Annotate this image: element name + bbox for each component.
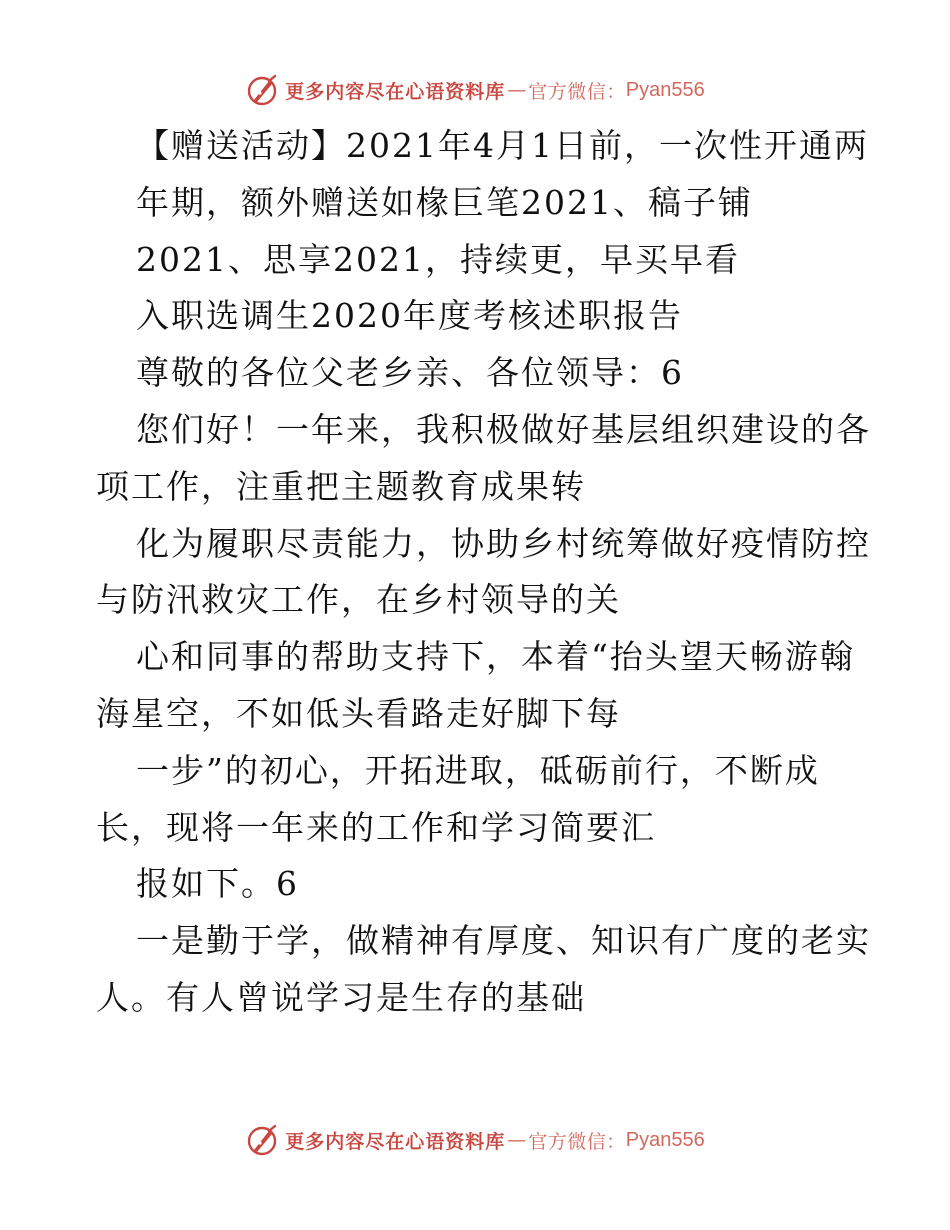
promo-text: 更多内容尽在心语资料库 xyxy=(285,1130,506,1153)
footer-watermark xyxy=(0,1120,950,1160)
text-line: 报如下。6 xyxy=(136,864,299,904)
text-line: 年期，额外赠送如椽巨笔2021、稿子铺 xyxy=(136,182,753,222)
header-watermark xyxy=(0,70,950,110)
separator: — xyxy=(507,79,527,101)
document-body xyxy=(96,118,871,1027)
text-line: 项工作，注重把主题教育成果转 xyxy=(96,466,586,506)
text-line: 长，现将一年来的工作和学习简要汇 xyxy=(96,807,656,847)
wechat-id: Pyan556 xyxy=(625,1128,705,1151)
separator: — xyxy=(507,1129,527,1151)
wechat-id: Pyan556 xyxy=(625,78,705,101)
text-line: 心和同事的帮助支持下，本着“抬头望天畅游翰 xyxy=(136,637,855,677)
text-line: 人。有人曾说学习是生存的基础 xyxy=(96,977,586,1017)
text-line: 与防汛救灾工作，在乡村领导的关 xyxy=(96,580,621,620)
text-line: 尊敬的各位父老乡亲、各位领导：6 xyxy=(136,353,684,393)
promo-text: 更多内容尽在心语资料库 xyxy=(285,80,506,103)
text-line: 一是勤于学，做精神有厚度、知识有广度的老实 xyxy=(136,921,871,961)
text-line: 一步”的初心，开拓进取，砥砺前行，不断成 xyxy=(136,750,820,790)
text-line: 入职选调生2020年度考核述职报告 xyxy=(136,296,683,336)
text-line: 海星空，不如低头看路走好脚下每 xyxy=(96,693,621,733)
text-line: 您们好！一年来，我积极做好基层组织建设的各 xyxy=(136,409,871,449)
wechat-label: 官方微信： xyxy=(528,1130,626,1153)
text-line: 2021、思享2021，持续更，早买早看 xyxy=(136,239,740,279)
quill-pen-icon xyxy=(245,1123,279,1157)
wechat-label: 官方微信： xyxy=(528,80,626,103)
text-line: 【赠送活动】2021年4月1日前，一次性开通两 xyxy=(136,126,869,165)
text-line: 化为履职尽责能力，协助乡村统筹做好疫情防控 xyxy=(136,523,871,563)
quill-pen-icon xyxy=(245,73,279,107)
